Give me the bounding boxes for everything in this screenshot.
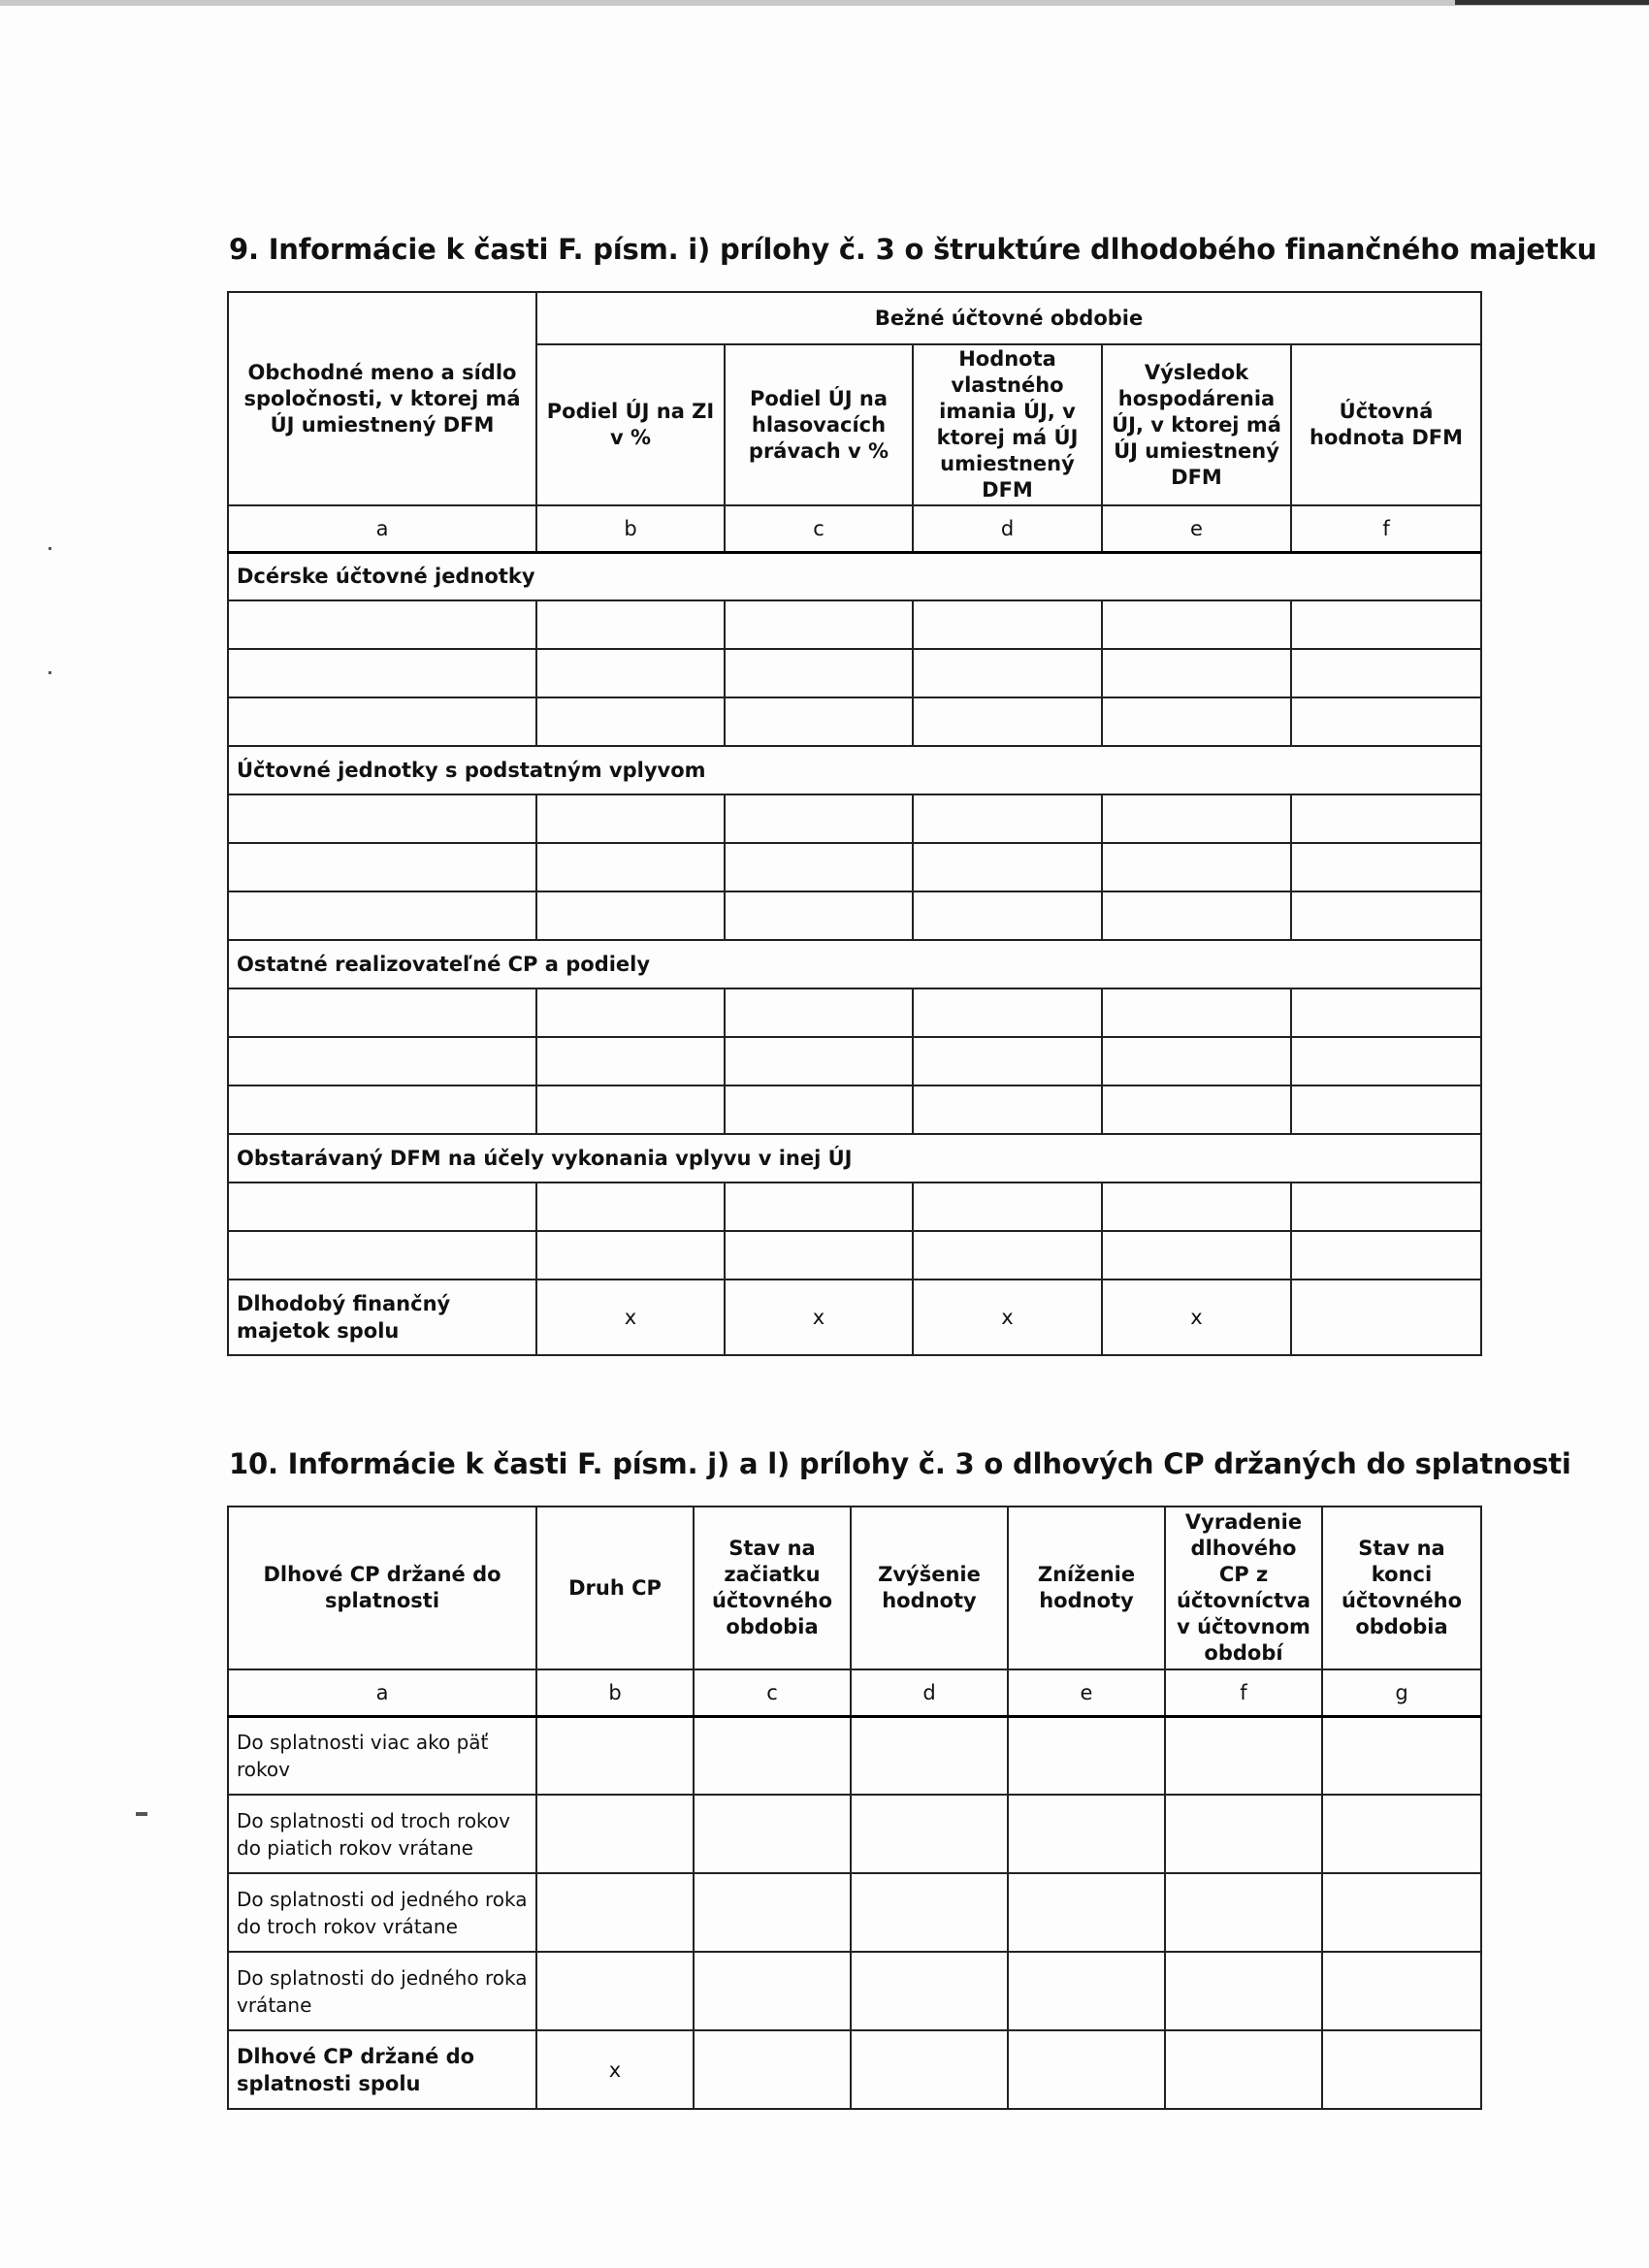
table-cell[interactable] (536, 649, 725, 697)
table-cell[interactable] (228, 988, 536, 1037)
table-cell[interactable] (536, 988, 725, 1037)
header-increase: Zvýšenie hodnoty (851, 1507, 1008, 1669)
table-cell[interactable] (1322, 1873, 1481, 1952)
header-closing-balance: Stav na konci účtovného obdobia (1322, 1507, 1481, 1669)
column-letter: c (694, 1669, 851, 1716)
table-row (228, 1231, 1481, 1280)
table-cell[interactable] (1291, 600, 1481, 649)
table-row (228, 697, 1481, 746)
table-cell[interactable] (536, 1873, 694, 1952)
table-cell[interactable] (1102, 1037, 1291, 1085)
table-cell[interactable] (1165, 1952, 1322, 2030)
table-cell[interactable] (1322, 2030, 1481, 2109)
table-cell[interactable] (851, 1873, 1008, 1952)
table-row (228, 891, 1481, 940)
column-letter: e (1102, 505, 1291, 552)
header-equity: Hodnota vlastného imania ÚJ, v ktorej má ÚJ umiestnený DFM (913, 344, 1102, 505)
table-row (228, 988, 1481, 1037)
header-security-type: Druh CP (536, 1507, 694, 1669)
table-cell[interactable] (725, 1085, 913, 1134)
total-label: Dlhodobý finančný majetok spolu (228, 1280, 536, 1355)
section-10-title: 10. Informácie k časti F. písm. j) a l) prílohy č. 3 o dlhových CP držaných do splatnosti (229, 1447, 1571, 1480)
column-letter: g (1322, 1669, 1481, 1716)
table-cell[interactable] (1291, 697, 1481, 746)
cross-mark: x (913, 1280, 1102, 1355)
table-row (228, 843, 1481, 891)
table-cell[interactable] (1102, 891, 1291, 940)
table-cell[interactable] (536, 1952, 694, 2030)
column-letter: e (1008, 1669, 1165, 1716)
scan-dot (48, 671, 51, 674)
table-cell[interactable] (1102, 1183, 1291, 1231)
row-label: Do splatnosti viac ako päť rokov (228, 1716, 536, 1795)
table-cell[interactable] (228, 843, 536, 891)
table-cell[interactable] (1291, 1231, 1481, 1280)
table-cell[interactable] (1102, 843, 1291, 891)
cross-mark: x (536, 1280, 725, 1355)
section-subsidiaries: Dcérske účtovné jednotky (228, 552, 1481, 600)
table-cell[interactable] (913, 1183, 1102, 1231)
total-label: Dlhové CP držané do splatnosti spolu (228, 2030, 536, 2109)
header-book-value: Účtovná hodnota DFM (1291, 344, 1481, 505)
section-significant-influence: Účtovné jednotky s podstatným vplyvom (228, 746, 1481, 794)
table-cell[interactable] (1165, 2030, 1322, 2109)
table-cell[interactable] (851, 1795, 1008, 1873)
table-cell[interactable] (1291, 988, 1481, 1037)
table-cell[interactable] (851, 1716, 1008, 1795)
table-cell[interactable] (536, 1231, 725, 1280)
header-derecognition: Vyradenie dlhového CP z účtovníctva v účtovnom období (1165, 1507, 1322, 1669)
table-cell[interactable] (913, 1037, 1102, 1085)
table-cell[interactable] (1291, 1183, 1481, 1231)
table-cell[interactable] (228, 1085, 536, 1134)
table-cell[interactable] (1102, 988, 1291, 1037)
header-share-voting: Podiel ÚJ na hlasovacích právach v % (725, 344, 913, 505)
dfm-structure-table (227, 291, 1482, 1356)
table-cell[interactable] (1322, 1716, 1481, 1795)
table-cell[interactable] (1165, 1795, 1322, 1873)
table-cell[interactable] (1291, 891, 1481, 940)
scan-top-edge-dark (1455, 0, 1649, 5)
table-cell[interactable] (913, 988, 1102, 1037)
table-cell[interactable] (694, 1716, 851, 1795)
table-cell[interactable] (536, 1183, 725, 1231)
table-cell[interactable] (725, 1183, 913, 1231)
table-cell[interactable] (1291, 1085, 1481, 1134)
table-row (228, 1183, 1481, 1231)
column-letter: f (1165, 1669, 1322, 1716)
header-debt-securities: Dlhové CP držané do splatnosti (228, 1507, 536, 1669)
table-cell[interactable] (1165, 1873, 1322, 1952)
cross-mark: x (725, 1280, 913, 1355)
section-9-title: 9. Informácie k časti F. písm. i) prílohy č. 3 o štruktúre dlhodobého finančného majetku (229, 233, 1598, 266)
table-cell[interactable] (1102, 1231, 1291, 1280)
table-cell[interactable] (1102, 600, 1291, 649)
table-cell[interactable] (913, 649, 1102, 697)
table-cell[interactable] (725, 649, 913, 697)
table-cell[interactable] (228, 891, 536, 940)
table-row (228, 600, 1481, 649)
table-cell[interactable] (1291, 1280, 1481, 1355)
column-letter: f (1291, 505, 1481, 552)
table-cell[interactable] (228, 1231, 536, 1280)
section-row (228, 552, 1481, 600)
section-row (228, 940, 1481, 988)
table-row (228, 1873, 1481, 1952)
table-cell[interactable] (1291, 1037, 1481, 1085)
column-letter: d (851, 1669, 1008, 1716)
table-header-row (228, 292, 1481, 344)
table-cell[interactable] (228, 1037, 536, 1085)
table-cell[interactable] (1165, 1716, 1322, 1795)
table-cell[interactable] (913, 697, 1102, 746)
header-company: Obchodné meno a sídlo spoločnosti, v ktorej má ÚJ umiestnený DFM (228, 292, 536, 505)
table-cell[interactable] (913, 843, 1102, 891)
table-row (228, 794, 1481, 843)
table-cell[interactable] (1291, 794, 1481, 843)
table-cell[interactable] (725, 697, 913, 746)
column-letter: a (228, 505, 536, 552)
table-cell[interactable] (1322, 1952, 1481, 2030)
table-cell[interactable] (536, 891, 725, 940)
table-cell[interactable] (725, 600, 913, 649)
table-cell[interactable] (1322, 1795, 1481, 1873)
table-cell[interactable] (725, 891, 913, 940)
table-cell[interactable] (536, 697, 725, 746)
table-cell[interactable] (1102, 1085, 1291, 1134)
table-cell[interactable] (725, 988, 913, 1037)
debt-securities-table (227, 1506, 1482, 2110)
section-acquired-dfm: Obstarávaný DFM na účely vykonania vplyvu v inej ÚJ (228, 1134, 1481, 1183)
row-label: Do splatnosti od jedného roka do troch rokov vrátane (228, 1873, 536, 1952)
table-header-row (228, 1507, 1481, 1669)
column-letter: b (536, 505, 725, 552)
table-cell[interactable] (1008, 1952, 1165, 2030)
section-row (228, 746, 1481, 794)
total-row (228, 1280, 1481, 1355)
table-row (228, 1795, 1481, 1873)
table-cell[interactable] (1008, 1873, 1165, 1952)
column-letter: b (536, 1669, 694, 1716)
row-label: Do splatnosti od troch rokov do piatich rokov vrátane (228, 1795, 536, 1873)
table-row (228, 1085, 1481, 1134)
header-profit: Výsledok hospodárenia ÚJ, v ktorej má ÚJ umiestnený DFM (1102, 344, 1291, 505)
table-cell[interactable] (228, 1183, 536, 1231)
table-cell[interactable] (913, 600, 1102, 649)
table-cell[interactable] (913, 1231, 1102, 1280)
table-cell[interactable] (913, 794, 1102, 843)
table-cell[interactable] (536, 600, 725, 649)
table-cell[interactable] (725, 843, 913, 891)
section-other-securities: Ostatné realizovateľné CP a podiely (228, 940, 1481, 988)
table-cell[interactable] (725, 1037, 913, 1085)
table-cell[interactable] (725, 794, 913, 843)
header-opening-balance: Stav na začiatku účtovného obdobia (694, 1507, 851, 1669)
table-cell[interactable] (1291, 649, 1481, 697)
column-letter-row (228, 1669, 1481, 1716)
table-cell[interactable] (694, 1952, 851, 2030)
table-cell[interactable] (694, 2030, 851, 2109)
table-cell[interactable] (1008, 2030, 1165, 2109)
table-cell[interactable] (725, 1231, 913, 1280)
cross-mark: x (536, 2030, 694, 2109)
column-letter: d (913, 505, 1102, 552)
table-cell[interactable] (1102, 649, 1291, 697)
table-cell[interactable] (1008, 1795, 1165, 1873)
table-cell[interactable] (536, 1037, 725, 1085)
table-cell[interactable] (1008, 1716, 1165, 1795)
header-share-capital: Podiel ÚJ na ZI v % (536, 344, 725, 505)
section-row (228, 1134, 1481, 1183)
scan-top-edge (0, 0, 1649, 6)
table-cell[interactable] (1291, 843, 1481, 891)
scan-dot (48, 547, 51, 550)
header-current-period: Bežné účtovné obdobie (536, 292, 1481, 344)
scan-dot (136, 1812, 147, 1816)
table-cell[interactable] (228, 600, 536, 649)
table-cell[interactable] (851, 1952, 1008, 2030)
table-cell[interactable] (1102, 697, 1291, 746)
table-row (228, 649, 1481, 697)
row-label: Do splatnosti do jedného roka vrátane (228, 1952, 536, 2030)
table-row (228, 1716, 1481, 1795)
table-cell[interactable] (851, 2030, 1008, 2109)
table-cell[interactable] (228, 649, 536, 697)
table-cell[interactable] (536, 794, 725, 843)
table-cell[interactable] (536, 1085, 725, 1134)
table-cell[interactable] (536, 1795, 694, 1873)
column-letter: c (725, 505, 913, 552)
table-cell[interactable] (536, 1716, 694, 1795)
table-cell[interactable] (913, 1085, 1102, 1134)
total-row (228, 2030, 1481, 2109)
column-letter: a (228, 1669, 536, 1716)
cross-mark: x (1102, 1280, 1291, 1355)
table-cell[interactable] (1102, 794, 1291, 843)
header-decrease: Zníženie hodnoty (1008, 1507, 1165, 1669)
column-letter-row (228, 505, 1481, 552)
table-cell[interactable] (228, 697, 536, 746)
table-cell[interactable] (228, 794, 536, 843)
table-row (228, 1037, 1481, 1085)
table-cell[interactable] (536, 843, 725, 891)
table-cell[interactable] (694, 1873, 851, 1952)
table-row (228, 1952, 1481, 2030)
table-cell[interactable] (913, 891, 1102, 940)
table-cell[interactable] (694, 1795, 851, 1873)
